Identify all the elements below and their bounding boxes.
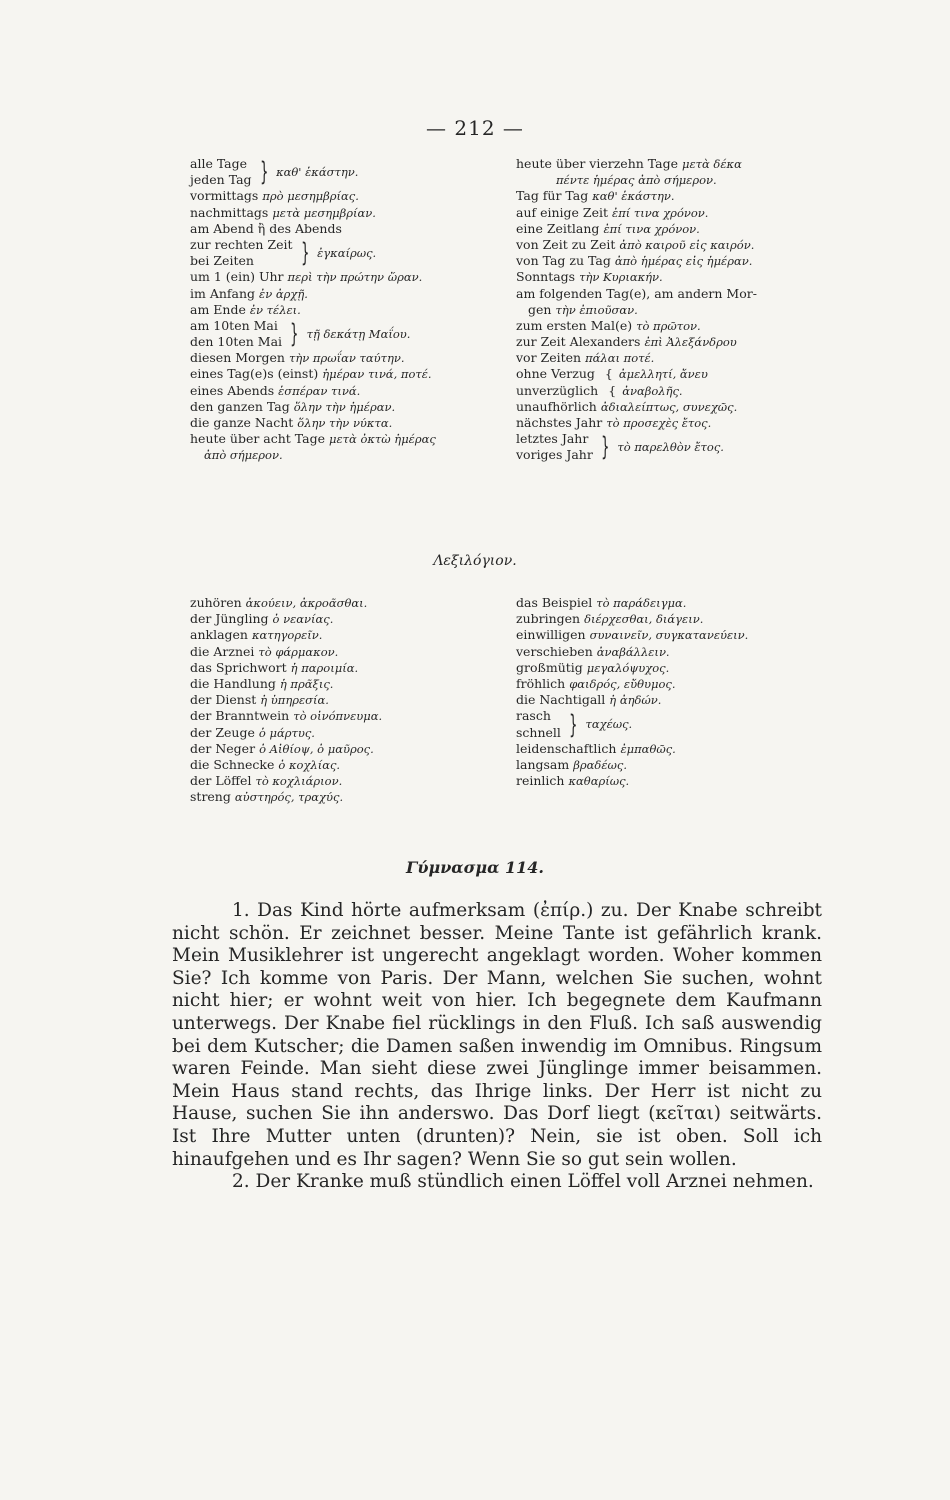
vocab-row: um 1 (ein) Uhr περὶ τὴν πρώτην ὥραν. <box>190 269 423 285</box>
vocab-row: der Neger ὁ Αἰθίοψ, ὁ μαῦρος. <box>190 740 374 756</box>
vocab-row: am folgenden Tag(e), am andern Mor- <box>516 285 757 301</box>
vocab-row: diesen Morgen τὴν πρωΐαν ταύτην. <box>190 350 405 366</box>
vocab-greek: τῇ δεκάτῃ Μαΐου. <box>306 326 411 341</box>
vocab-row: Sonntags τὴν Κυριακήν. <box>516 269 663 285</box>
vocab-row: anklagen κατηγορεῖν. <box>190 627 323 643</box>
vocab-row: die Nachtigall ἡ ἀηδών. <box>516 692 662 708</box>
vocab-row: gen τὴν ἐπιοῦσαν. <box>528 301 638 317</box>
vocab-row: eines Abends ἑσπέραν τινά. <box>190 382 361 398</box>
brace-icon: } <box>290 319 299 350</box>
lexilogion-heading: Λεξιλόγιον. <box>433 553 517 569</box>
brace-icon: } <box>300 238 309 269</box>
vocab-term: letztes Jahr <box>516 431 589 447</box>
vocab-group <box>516 431 846 463</box>
vocab-row: eine Zeitlang ἐπί τινα χρόνον. <box>516 220 700 236</box>
vocab-term: den 10ten Mai <box>190 334 283 350</box>
vocab-greek: τὸ παρελθὸν ἔτος. <box>617 440 724 455</box>
vocab-row: langsam βραδέως. <box>516 756 627 772</box>
vocab-row: nächstes Jahr τὸ προσεχὲς ἔτος. <box>516 415 712 430</box>
vocab-column-top-right <box>516 156 846 464</box>
vocab-row: leidenschaftlich ἐμπαθῶς. <box>516 740 676 756</box>
vocab-column-top-left <box>190 156 520 464</box>
vocab-term: alle Tage <box>190 156 248 171</box>
vocab-row: πέντε ἡμέρας ἀπὸ σήμερον. <box>556 173 717 188</box>
gymnasma-heading: Γύμνασμα 114. <box>406 858 544 877</box>
vocab-term: zur rechten Zeit <box>190 236 293 252</box>
vocab-row: die ganze Nacht ὅλην τὴν νύκτα. <box>190 415 393 430</box>
vocab-row: das Beispiel τὸ παράδειγμα. <box>516 595 687 610</box>
vocab-greek: ταχέως. <box>585 717 633 732</box>
vocab-term: bei Zeiten <box>190 253 254 269</box>
vocab-row: vormittags πρὸ μεσημβρίας. <box>190 188 359 204</box>
vocab-column-bottom-left <box>190 595 520 805</box>
vocab-row: die Schnecke ὁ κοχλίας. <box>190 756 341 772</box>
vocab-row: heute über acht Tage μετὰ ὀκτὼ ἡμέρας <box>190 431 436 447</box>
vocab-term: rasch <box>516 708 551 724</box>
vocab-row: ἀπὸ σήμερον. <box>204 448 283 463</box>
exercise-paragraph-1: 1. Das Kind hörte aufmerksam (ἐπίρ.) zu. Der Knabe schreibt nicht schön. Er zeichnet besser. Meine Tante ist gefährlich krank. Mein Musiklehrer ist ungerecht angeklagt worden. Woher kommen Sie? Ich komme von Paris. Der Mann, welchen Sie suchen, wohnt nicht hier; er wohnt weit von hier. Ich begegnete dem Kaufmann unterwegs. Der Knabe fiel rücklings in den Fluß. Ich saß auswendig bei dem Kutscher; die Damen saßen inwendig im Omnibus. Ringsum waren Feinde. Man sieht diese zwei Jünglinge immer beisammen. Mein Haus stand rechts, das Ihrige links. Der Herr ist nicht zu Hause, suchen Sie ihn anderswo. Das Dorf liegt (κεῖται) seitwärts. Ist Ihre Mutter unten (drunten)? Nein, sie ist oben. Soll ich hinaufgehen und es Ihr sagen? Wenn Sie so gut sein wollen. <box>172 900 822 1170</box>
vocab-row: zubringen διέρχεσθαι, διάγειν. <box>516 611 704 627</box>
vocab-group <box>516 708 846 740</box>
vocab-row: reinlich καθαρίως. <box>516 773 630 789</box>
vocab-row: einwilligen συναινεῖν, συγκατανεύειν. <box>516 627 749 643</box>
vocab-row: die Handlung ἡ πρᾶξις. <box>190 675 334 691</box>
vocab-row: ohne Verzug { ἀμελλητί, ἄνευ <box>516 366 708 382</box>
vocab-row: auf einige Zeit ἐπί τινα χρόνον. <box>516 204 709 220</box>
brace-icon: } <box>600 432 610 463</box>
vocab-row: zum ersten Mal(e) τὸ πρῶτον. <box>516 317 701 333</box>
vocab-row: verschieben ἀναβάλλειν. <box>516 643 670 659</box>
vocab-row: der Löffel τὸ κοχλιάριον. <box>190 773 343 789</box>
vocab-greek: καθ' ἑκάστην. <box>276 165 359 180</box>
vocab-row: zuhören ἀκούειν, ἀκροᾶσθαι. <box>190 595 368 610</box>
vocab-row: im Anfang ἐν ἀρχῇ. <box>190 285 308 301</box>
vocab-row: den ganzen Tag ὅλην τὴν ἡμέραν. <box>190 398 396 414</box>
vocab-row: nachmittags μετὰ μεσημβρίαν. <box>190 204 376 220</box>
vocab-row: der Jüngling ὁ νεανίας. <box>190 611 334 627</box>
vocab-row: eines Tag(e)s (einst) ἡμέραν τινά, ποτέ. <box>190 366 432 382</box>
vocab-row: das Sprichwort ἡ παροιμία. <box>190 659 359 675</box>
vocab-group <box>190 156 520 188</box>
vocab-row: am Ende ἐν τέλει. <box>190 301 301 317</box>
vocab-row: der Zeuge ὁ μάρτυς. <box>190 724 315 740</box>
vocab-row: von Zeit zu Zeit ἀπὸ καιροῦ εἰς καιρόν. <box>516 236 755 252</box>
vocab-row: heute über vierzehn Tage μετὰ δέκα <box>516 156 742 171</box>
page-number: — 212 — <box>426 116 524 140</box>
vocab-term: jeden Tag <box>190 172 252 188</box>
vocab-row: streng αὐστηρός, τραχύς. <box>190 789 344 805</box>
vocab-row: unverzüglich { ἀναβολῆς. <box>516 382 683 398</box>
vocab-row: zur Zeit Alexanders ἐπὶ Ἀλεξάνδρου <box>516 334 737 350</box>
vocab-row: am Abend ἢ des Abends <box>190 220 342 236</box>
vocab-row: vor Zeiten πάλαι ποτέ. <box>516 350 655 366</box>
vocab-row: Tag für Tag καθ' ἑκάστην. <box>516 188 675 204</box>
vocab-row: der Branntwein τὸ οἰνόπνευμα. <box>190 708 383 724</box>
vocab-row: von Tag zu Tag ἀπὸ ἡμέρας εἰς ἡμέραν. <box>516 253 753 269</box>
exercise-text <box>172 900 822 1194</box>
vocab-row: der Dienst ἡ ὑπηρεσία. <box>190 692 329 708</box>
brace-icon: } <box>259 157 268 188</box>
vocab-term: voriges Jahr <box>516 447 593 463</box>
vocab-column-bottom-right <box>516 595 846 789</box>
brace-icon: } <box>569 709 578 740</box>
vocab-greek: ἐγκαίρως. <box>317 246 377 261</box>
vocab-row: fröhlich φαιδρός, εὔθυμος. <box>516 675 676 691</box>
vocab-row: unaufhörlich ἀδιαλείπτως, συνεχῶς. <box>516 398 738 414</box>
vocab-term: schnell <box>516 724 561 740</box>
vocab-row: großmütig μεγαλόψυχος. <box>516 659 670 675</box>
vocab-group <box>190 318 520 350</box>
exercise-paragraph-2: 2. Der Kranke muß stündlich einen Löffel voll Arznei nehmen. <box>232 1171 814 1193</box>
vocab-row: die Arznei τὸ φάρμακον. <box>190 643 339 659</box>
vocab-term: am 10ten Mai <box>190 317 278 333</box>
vocab-group <box>190 237 520 269</box>
